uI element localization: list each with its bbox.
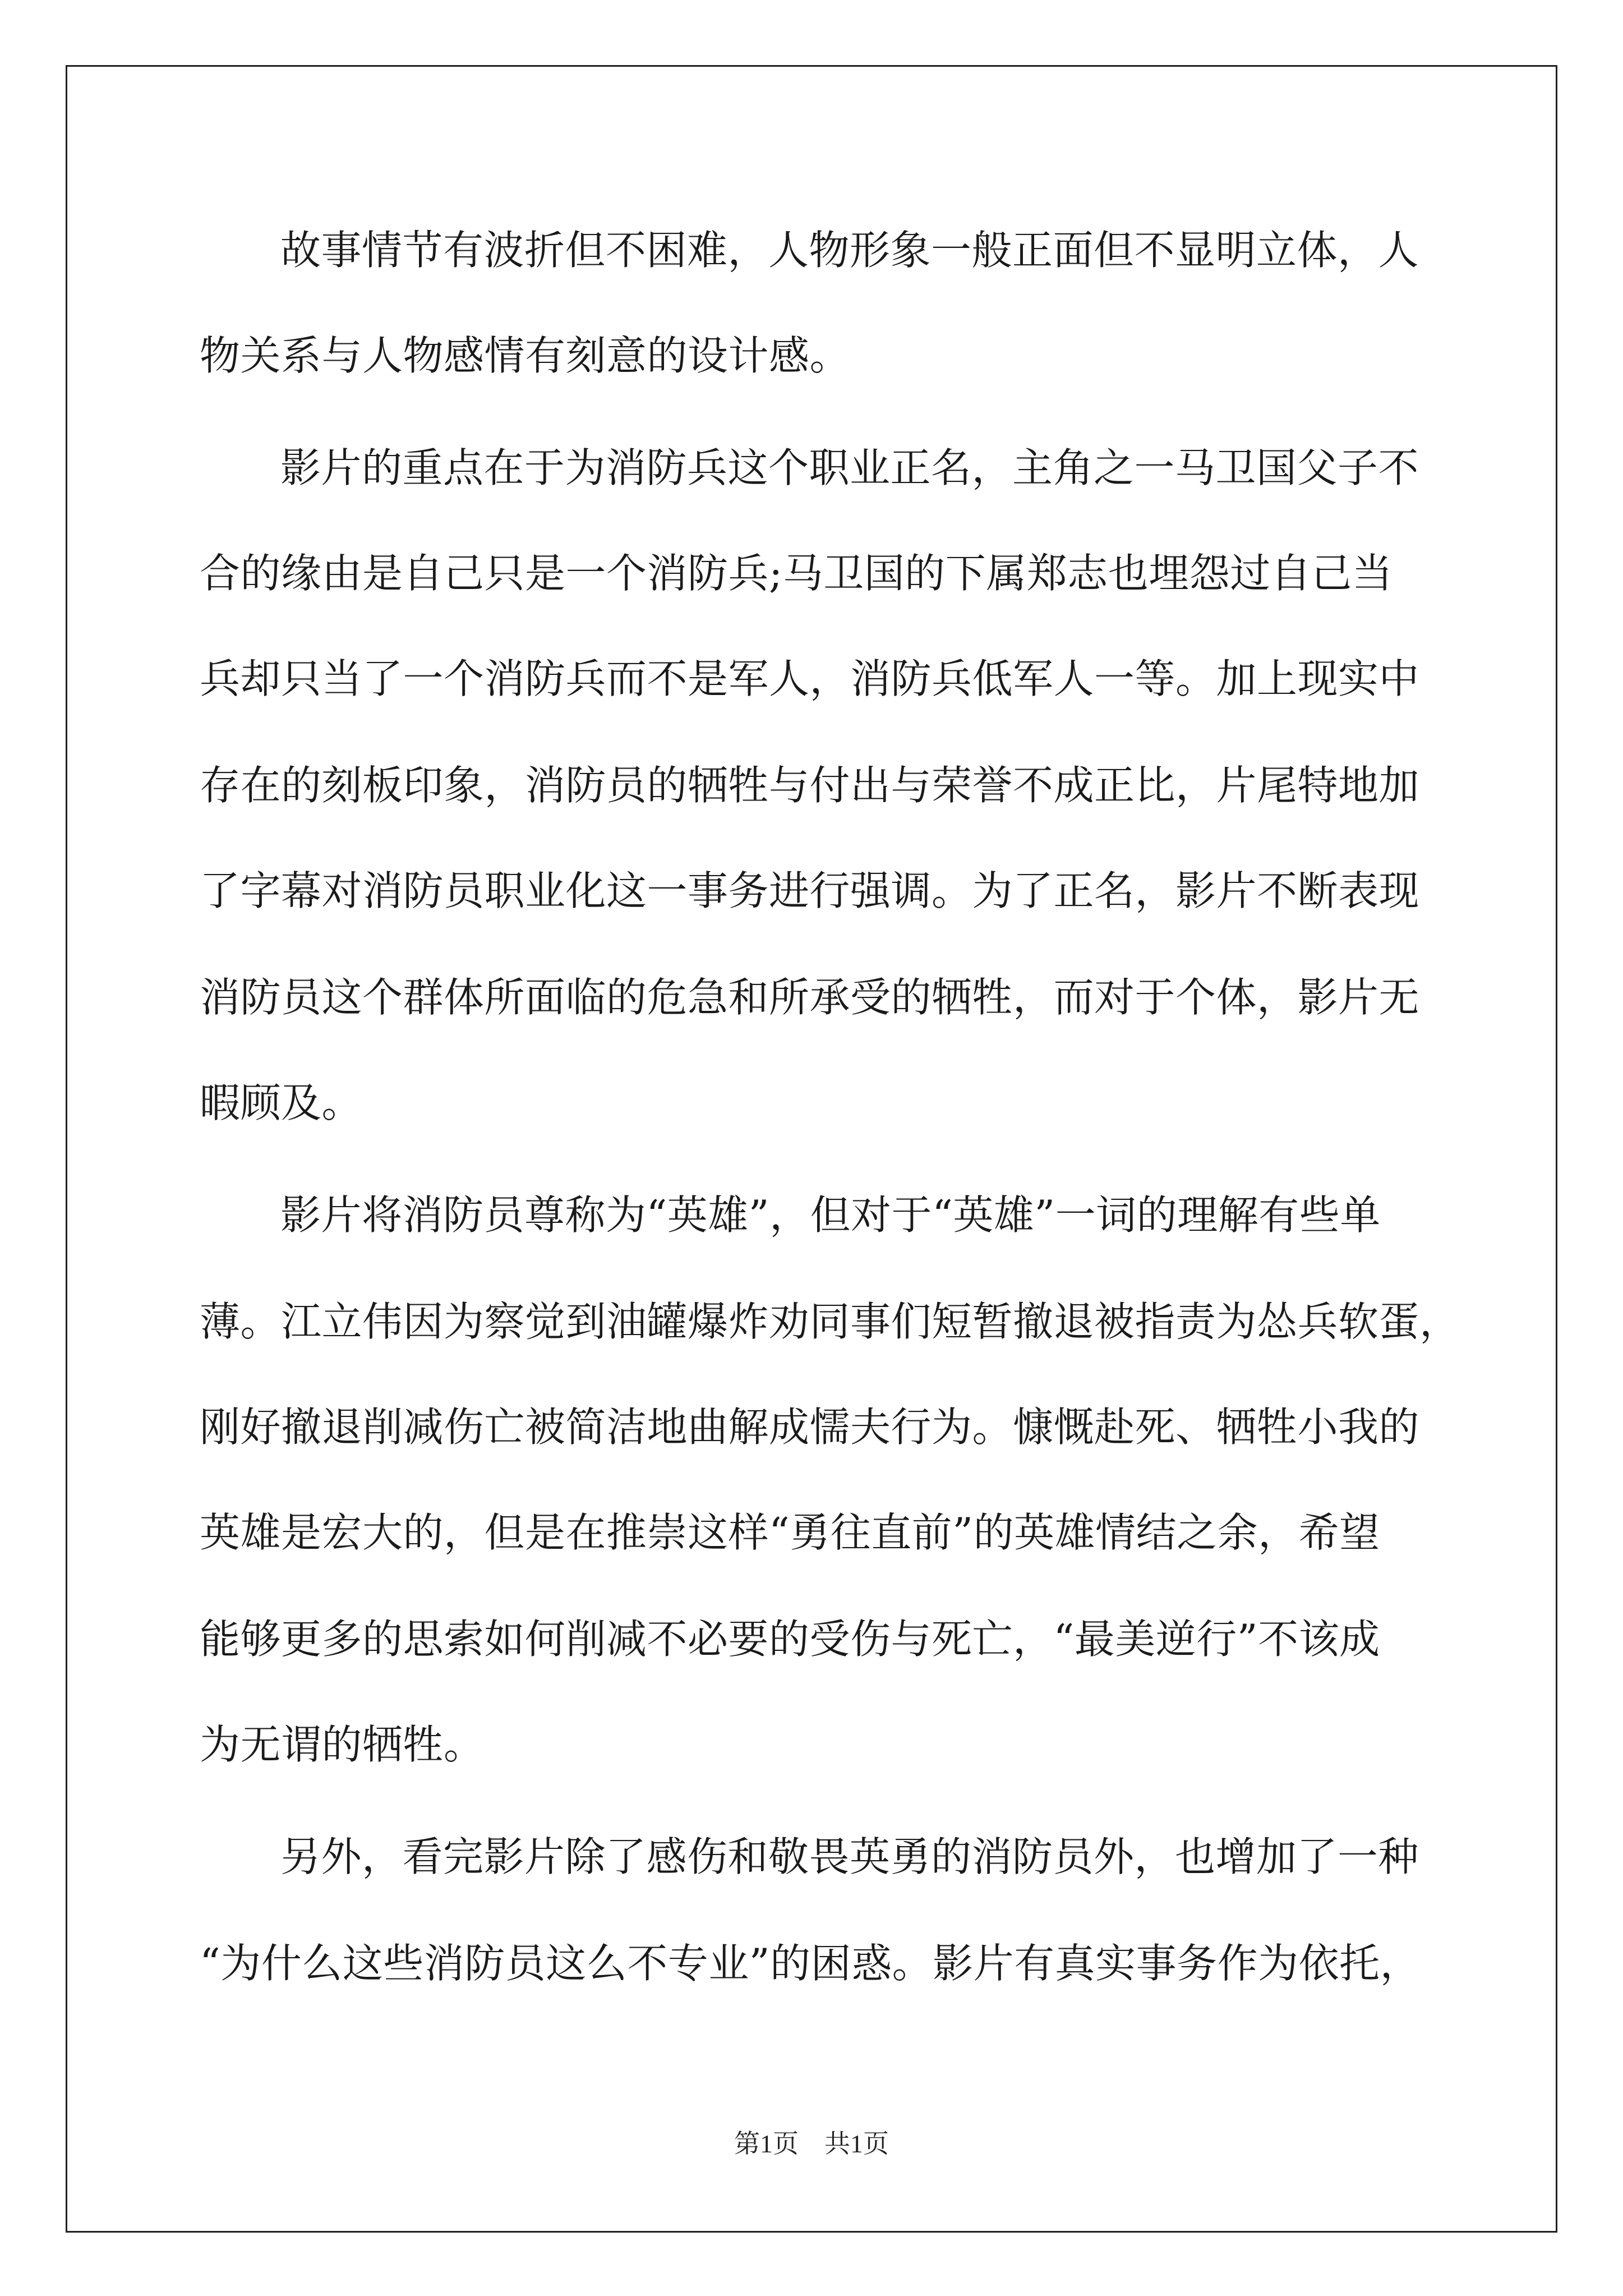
text-line: 消防员这个群体所面临的危急和所承受的牺牲，而对于个体，影片无 bbox=[200, 974, 1420, 1021]
text-line: 能够更多的思索如何削减不必要的受伤与死亡，“最美逆行”不该成 bbox=[200, 1616, 1380, 1663]
text-line: 英雄是宏大的，但是在推崇这样“勇往直前”的英雄情结之余，希望 bbox=[200, 1509, 1380, 1556]
text-line: 另外，看完影片除了感伤和敬畏英勇的消防员外，也增加了一种 bbox=[280, 1833, 1419, 1880]
text-line: 合的缘由是自己只是一个消防兵;马卫国的下属郑志也埋怨过自己当 bbox=[200, 550, 1393, 597]
page-number-footer: 第1页 共1页 bbox=[734, 2129, 889, 2158]
page-border bbox=[66, 65, 1557, 2233]
text-line: 影片的重点在于为消防兵这个职业正名，主角之一马卫国父子不 bbox=[280, 444, 1419, 491]
text-line: 了字幕对消防员职业化这一事务进行强调。为了正名，影片不断表现 bbox=[200, 867, 1420, 914]
text-line: 薄。江立伟因为察觉到油罐爆炸劝同事们短暂撤退被指责为怂兵软蛋， bbox=[200, 1298, 1460, 1345]
text-line: 故事情节有波折但不困难，人物形象一般正面但不显明立体，人 bbox=[280, 227, 1419, 274]
text-line: 物关系与人物感情有刻意的设计感。 bbox=[200, 332, 851, 379]
text-line: 为无谓的牺牲。 bbox=[200, 1721, 485, 1768]
text-line: 兵却只当了一个消防兵而不是军人，消防兵低军人一等。加上现实中 bbox=[200, 655, 1420, 702]
text-line: 暇顾及。 bbox=[200, 1079, 363, 1126]
text-line: 刚好撤退削减伤亡被简洁地曲解成懦夫行为。慷慨赴死、牺牲小我的 bbox=[200, 1404, 1420, 1451]
text-line: “为什么这些消防员这么不专业”的困惑。影片有真实事务作为依托， bbox=[200, 1940, 1421, 1987]
text-line: 影片将消防员尊称为“英雄”，但对于“英雄”一词的理解有些单 bbox=[280, 1191, 1381, 1239]
text-line: 存在的刻板印象，消防员的牺牲与付出与荣誉不成正比，片尾特地加 bbox=[200, 762, 1420, 809]
